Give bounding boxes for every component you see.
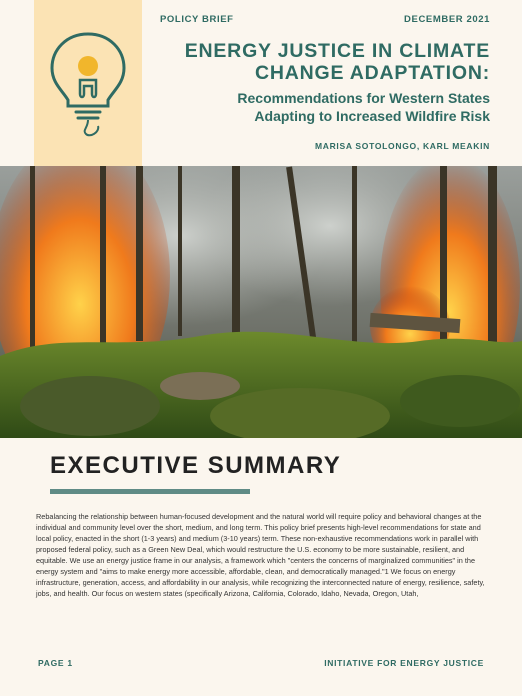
brief-label: POLICY BRIEF xyxy=(160,14,234,25)
section-rule xyxy=(50,489,250,494)
title-line-2: CHANGE ADAPTATION: xyxy=(254,62,490,84)
section-title: EXECUTIVE SUMMARY xyxy=(50,452,342,479)
wildfire-photo xyxy=(0,166,522,438)
lightbulb-person-icon xyxy=(42,28,134,138)
subtitle-line-2: Adapting to Increased Wildfire Risk xyxy=(254,108,490,124)
title-line-1: ENERGY JUSTICE IN CLIMATE xyxy=(184,40,490,62)
wildfire-forest-image xyxy=(0,166,522,438)
logo-panel xyxy=(34,0,142,166)
publication-date: DECEMBER 2021 xyxy=(404,14,490,25)
authors: MARISA SOTOLONGO, KARL MEAKIN xyxy=(314,141,490,151)
document-subtitle xyxy=(150,89,490,125)
document-title xyxy=(150,40,490,84)
executive-summary-text: Rebalancing the relationship between human-focused development and the natural world will require policy and behavioral changes at the individual and community level over the short, medium, and long term. This policy brief presents high-level recommendations for state and local policy, enacted in the short (1-3 years) and medium (3-10 years) term. These non-exhaustive recommendations work in parallel with proposed federal policy, such as a Green New Deal, which would restructure the U.S. economy to be more sustainable, resilient, and equitable. We use an energy justice frame in our analysis, a framework which "centers the concerns of marginalized communities" in the energy system and "aims to make energy more accessible, affordable, clean, and democratically managed."1 We focus on energy infrastructure, generation, access, and affordability in our analysis, while recognizing the interconnected nature of energy, resilience, safety, jobs, and health. Our focus on western states (specifically Arizona, California, Colorado, Idaho, Nevada, Oregon, Utah, xyxy=(36,512,485,599)
page-number: PAGE 1 xyxy=(38,658,73,668)
organization-name: INITIATIVE FOR ENERGY JUSTICE xyxy=(324,658,484,668)
subtitle-line-1: Recommendations for Western States xyxy=(237,90,490,106)
